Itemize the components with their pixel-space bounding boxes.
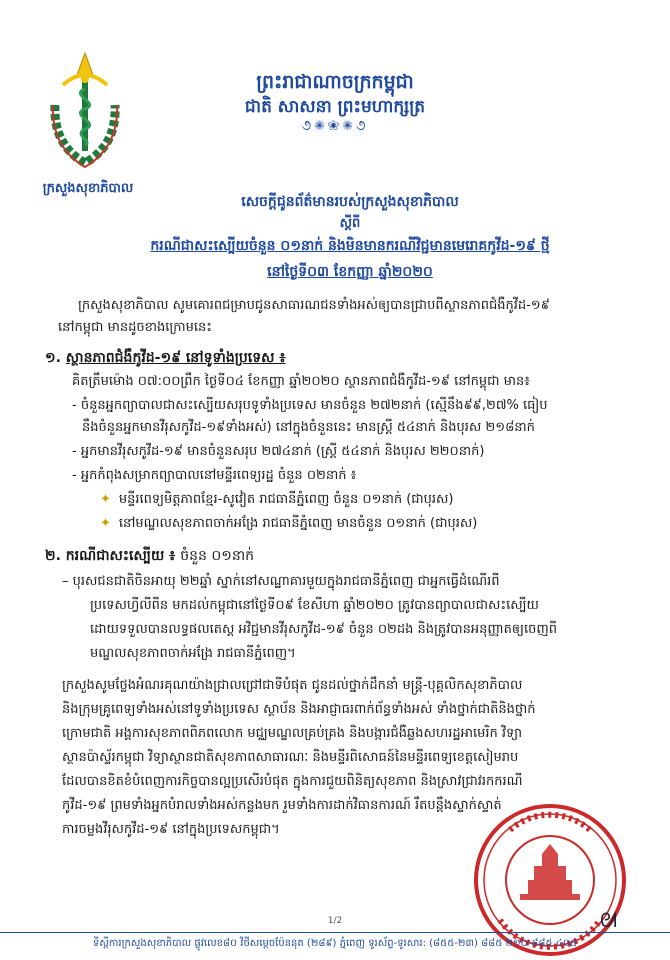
section-1-lead: គិតត្រឹមម៉ោង ០៧:០០ព្រឹក ថ្ងៃទី០៤ ខែកញ្ញា ឆ្នាំ២០២០ ស្ថានភាពជំងឺកូវីដ-១៩ នៅកម្ពុជា មាន៖ [72, 374, 530, 389]
closing-line-7: ការចម្លងវីរុសកូវីដ-១៩ នៅក្នុងប្រទេសកម្ពុជា។ [62, 822, 280, 837]
section-2-count: ចំនួន ០១នាក់ [180, 548, 255, 564]
section-1-bullet-2: - អ្នកមានវីរុសកូវីដ-១៩ មានចំនួនសរុប ២៧៤នាក់ (ស្ត្រី ៥៤នាក់ និងបុរស ២២០នាក់) [72, 444, 485, 459]
footer-address: ទីស្តីការក្រសួងសុខាភិបាល ផ្លូវលេខ៨០ វិថីសម្តេចប៉ែននុត (២៨៩) ភ្នំពេញ ទូរស័ព្ទ-ទូរសារ: (៨៥៥-២៣) ៨៨៥ ២១០-៨៨៥ ៤០៥ [0, 932, 670, 951]
star-bullet-icon: ✦ [100, 492, 111, 507]
document-date: នៅថ្ងៃទី០៣ ខែកញ្ញា ឆ្នាំ២០២០ [267, 264, 433, 280]
closing-line-4: ស្ថានប៉ាស្ទ័រកម្ពុជា វិទ្យាស្ថានជាតិសុខភាពសាធារណៈ និងមន្ទីរពិសោធន៍នៃមន្ទីរពេទ្យខេត្តសៀមរាប [62, 750, 519, 765]
section-1-bullet-1-line-2: នឹងចំនួនអ្នកមានវីរុសកូវីដ-១៩ទាំងអស់) នៅក្នុងចំនួននេះ មានស្រ្តី ៥៤នាក់ និងបុរស ២១៨នាក់ [82, 420, 535, 435]
document-title: សេចក្តីជូនព័ត៌មានរបស់ក្រសួងសុខាភិបាល [241, 194, 459, 210]
page-number: 1/2 [327, 916, 343, 926]
closing-line-5: ដែលបានខិតខំបំពេញការកិច្ចបានល្អប្រសើរបំផុត ក្នុងការជួយពិនិត្យសុខភាព និងស្រាវជ្រាវរកករណី [62, 774, 523, 789]
kingdom-title: ព្រះរាជាណាចក្រកម្ពុជា [256, 71, 414, 93]
section-2-line-3: ដោយទទួលបានលទ្ធផលតេស្ត អវិជ្ជមានវីរុសកូវីដ-១៩ ចំនួន ០២ដង និងត្រូវបានអនុញ្ញាតឲ្យចេញពី [90, 622, 558, 637]
ministry-name: ក្រសួងសុខាភិបាល [42, 181, 134, 196]
sub-item-text: នៅមណ្ឌលសុខភាពចាក់អង្រែ រាជធានីភ្នំពេញ មានចំនួន ០១នាក់ (ជាបុរស) [118, 516, 478, 531]
intro-line-2: នៅកម្ពុជា មានដូចខាងក្រោមនេះ [58, 320, 213, 335]
star-bullet-icon: ✦ [100, 516, 111, 531]
closing-line-1: ក្រសួងសូមថ្លែងអំណរគុណយ៉ាងជ្រាលជ្រៅជាទីបំផុត ជូនដល់ថ្នាក់ដឹកនាំ មន្ត្រី-បុគ្គលិកសុខាភិបាល [62, 678, 523, 693]
national-motto: ជាតិ សាសនា ព្រះមហាក្សត្រ [244, 97, 426, 117]
intro-line-1: ក្រសួងសុខាភិបាល សូមគោរពជម្រាបជូនសាធារណជនទាំងអស់ឲ្យបានជ្រាបពីស្ថានភាពជំងឺកូវីដ-១៩ [78, 298, 550, 313]
section-2-number: ២. [45, 548, 61, 564]
document-subject-label: ស្តីពី [339, 216, 361, 231]
section-1-bullet-3: - អ្នកកំពុងសម្រាកព្យាបាលនៅមន្ទីរពេទ្យរដ្ឋ ចំនួន ០២នាក់ ៖ [72, 468, 357, 483]
section-1-number: ១. [45, 350, 61, 366]
closing-line-2: និងក្រុមគ្រូពេទ្យទាំងអស់នៅទូទាំងប្រទេស ស្ថាប័ន និងអាជ្ញាធរពាក់ព័ន្ធទាំងអស់ ទាំងថ្នាក់ជាតិនិងថ្នាក់ [62, 702, 536, 717]
sub-item-text: មន្ទីរពេទ្យមិត្តភាពខ្មែរ-សូវៀត រាជធានីភ្នំពេញ ចំនួន ០១នាក់ (ជាបុរស) [118, 492, 454, 507]
section-1-sub-item [100, 490, 670, 510]
section-1-title: ស្ថានភាពជំងឺកូវីដ-១៩ នៅទូទាំងប្រទេស ៖ [65, 350, 286, 366]
document-subject: ករណីជាសះស្បើយចំនួន ០១នាក់ និងមិនមានករណីវិជ្ជមានមេរោគកូវីដ-១៩ ថ្មី [150, 238, 550, 254]
ministry-logo-icon [33, 45, 137, 175]
ornament-divider: ૭✺❀✺૭ [301, 118, 369, 134]
section-1-bullet-1-line-1: - ចំនួនអ្នកព្យាបាលជាសះស្បើយសរុបទូទាំងប្រទេស មានចំនួន ២៧២នាក់ (ស្មើនឹង៩៩,២៧% ធៀប [72, 398, 548, 413]
section-2-line-4: មណ្ឌលសុខភាពចាក់អង្រែ រាជធានីភ្នំពេញ។ [90, 646, 296, 661]
section-2-heading [45, 546, 254, 567]
section-2-line-2: ប្រទេសហ្វីលីពីន មកដល់កម្ពុជានៅថ្ងៃទី០៩ ខែសីហា ឆ្នាំ២០២០ ត្រូវបានព្យាបាលជាសះស្បើយ [90, 598, 539, 613]
section-1-heading [45, 348, 285, 369]
closing-line-6: កូវីដ-១៩ ព្រមទាំងអ្នកបំរាលទាំងអស់កន្លងមក រួមទាំងការដាក់វិធានការណ៍ រឹតបន្តឹងស្ទាក់ស្ទាត់ [62, 798, 502, 813]
section-2-title: ករណីជាសះស្បើយ ៖ [65, 548, 176, 564]
signature-mark-icon: ᘛ [600, 908, 618, 932]
section-2-line-1: – បុរសជនជាតិចិនអាយុ ២២ឆ្នាំ ស្នាក់នៅសណ្ឋាគារមួយក្នុងរាជធានីភ្នំពេញ ជាអ្នកធ្វើដំណើរពី [62, 574, 500, 589]
section-1-sub-item [100, 514, 670, 534]
closing-line-3: ក្រោមជាតិ អង្គការសុខភាពពិភពលោក មជ្ឈមណ្ឌលគ្រប់គ្រង និងបង្ការជំងឺឆ្លងសហរដ្ឋអាមេរិក វិទ្យា [62, 726, 523, 741]
